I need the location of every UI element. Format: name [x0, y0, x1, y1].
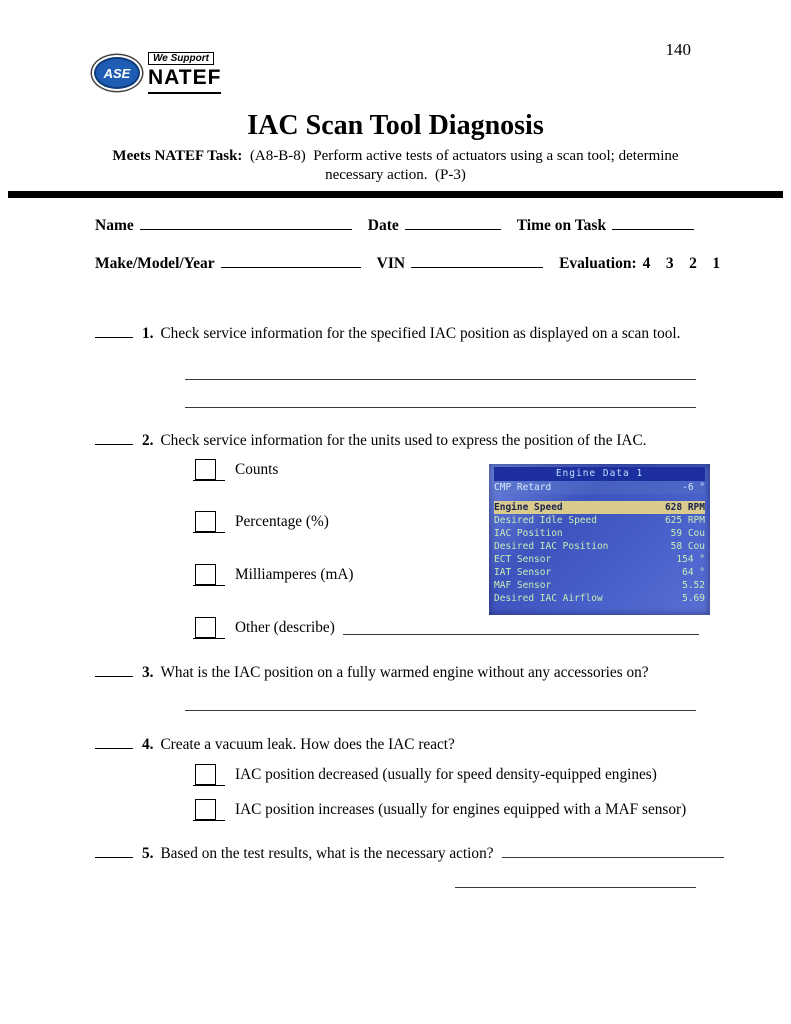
- date-label: Date: [367, 217, 399, 234]
- vin-label: VIN: [376, 255, 406, 272]
- checkbox-icon: [195, 564, 216, 585]
- scan-row-label: Engine Speed: [494, 502, 563, 513]
- scan-row: [494, 540, 705, 553]
- page-number: 140: [665, 40, 691, 59]
- scan-row-value: 5.69: [682, 593, 705, 604]
- vehicle-row: [95, 255, 720, 273]
- scan-row-label: Desired Idle Speed: [494, 515, 597, 526]
- natef-logo-text: [148, 52, 221, 94]
- evaluation-label: Evaluation:: [559, 255, 637, 272]
- checkbox-percentage: [193, 511, 225, 533]
- scan-row-label: Desired IAC Airflow: [494, 593, 603, 604]
- name-label: Name: [95, 217, 134, 234]
- time-on-task-blank: [612, 217, 694, 230]
- answer-line: [185, 406, 696, 408]
- time-on-task-label: Time on Task: [516, 217, 607, 234]
- option-iac-increases-label: IAC position increases (usually for engines equipped with a MAF sensor): [235, 801, 687, 818]
- answer-line: [185, 709, 696, 711]
- vin-blank: [411, 255, 543, 268]
- question-4: [95, 736, 455, 754]
- checkbox-iac-increases: [193, 799, 225, 821]
- scan-row-value: -6 °: [682, 482, 705, 493]
- ase-key-icon: [94, 57, 140, 89]
- option-milliamperes: [193, 564, 354, 586]
- checkbox-counts: [193, 459, 225, 481]
- answer-line: [185, 378, 696, 380]
- question-4-number: 4.: [142, 736, 154, 753]
- grade-blank-4: [95, 736, 133, 749]
- grade-blank-5: [95, 845, 133, 858]
- meets-task-line-2: necessary action. (P-3): [325, 167, 466, 183]
- checkbox-icon: [195, 617, 216, 638]
- evaluation-scale: 4 3 2 1: [642, 255, 721, 272]
- divider-bar: [8, 191, 783, 198]
- option-iac-increases: [193, 799, 686, 821]
- question-5-number: 5.: [142, 845, 154, 862]
- scan-row: [494, 566, 705, 579]
- question-2: [95, 432, 646, 450]
- question-3: [95, 664, 649, 682]
- grade-blank-1: [95, 325, 133, 338]
- question-1: [95, 325, 680, 343]
- option-percentage-label: Percentage (%): [235, 513, 329, 530]
- scan-tool-title: Engine Data 1: [494, 467, 705, 481]
- scan-row-value: 628 RPM: [664, 502, 705, 513]
- checkbox-iac-decreased: [193, 764, 225, 786]
- option-iac-decreased: [193, 764, 657, 786]
- scan-tool-photo: [489, 464, 710, 615]
- scan-row-label: ECT Sensor: [494, 554, 552, 565]
- question-5: [95, 845, 724, 863]
- name-date-row: [95, 217, 694, 235]
- option-other: [193, 617, 699, 639]
- natef-logo: [94, 44, 224, 102]
- option-other-label: Other (describe): [235, 619, 335, 636]
- date-blank: [405, 217, 501, 230]
- scan-row-value: 154 °: [676, 554, 705, 565]
- ase-text: ASE: [103, 65, 131, 81]
- option-counts: [193, 459, 278, 481]
- scan-gap: [489, 494, 710, 501]
- option-milliamperes-label: Milliamperes (mA): [235, 566, 354, 583]
- grade-blank-3: [95, 664, 133, 677]
- question-1-number: 1.: [142, 325, 154, 342]
- scan-row-highlighted: [494, 501, 705, 514]
- scan-row-label: IAT Sensor: [494, 567, 552, 578]
- question-2-number: 2.: [142, 432, 154, 449]
- checkbox-icon: [195, 764, 216, 785]
- scan-row-label: MAF Sensor: [494, 580, 552, 591]
- scan-row-label: IAC Position: [494, 528, 563, 539]
- checkbox-other: [193, 617, 225, 639]
- question-1-text: Check service information for the specified IAC position as displayed on a scan tool.: [160, 325, 681, 342]
- checkbox-milliamperes: [193, 564, 225, 586]
- checkbox-icon: [195, 459, 216, 480]
- scan-row-value: 58 Cou: [670, 541, 705, 552]
- scan-row: [494, 527, 705, 540]
- option-counts-label: Counts: [235, 461, 279, 478]
- scan-row: [494, 481, 705, 494]
- scan-row: [494, 592, 705, 605]
- make-model-year-blank: [221, 255, 361, 268]
- option-percentage: [193, 511, 329, 533]
- scan-row: [494, 514, 705, 527]
- scan-row-value: 59 Cou: [670, 528, 705, 539]
- scan-row-label: CMP Retard: [494, 482, 552, 493]
- meets-task-text: (A8-B-8) Perform active tests of actuators using a scan tool; determine: [242, 148, 679, 164]
- scan-row: [494, 553, 705, 566]
- scan-row: [494, 579, 705, 592]
- checkbox-icon: [195, 799, 216, 820]
- name-blank: [140, 217, 352, 230]
- document-title: IAC Scan Tool Diagnosis: [247, 110, 544, 141]
- natef-wordmark: NATEF: [148, 66, 222, 89]
- scan-row-value: 5.52: [682, 580, 705, 591]
- question-2-text: Check service information for the units used to express the position of the IAC.: [160, 432, 647, 449]
- question-5-text: Based on the test results, what is the necessary action?: [160, 845, 494, 862]
- meets-task-label: Meets NATEF Task:: [112, 148, 243, 164]
- grade-blank-2: [95, 432, 133, 445]
- meets-task-line: [0, 148, 791, 165]
- option-iac-decreased-label: IAC position decreased (usually for speed density-equipped engines): [235, 766, 657, 783]
- scan-row-label: Desired IAC Position: [494, 541, 609, 552]
- necessary-action-blank: [502, 845, 724, 858]
- question-3-number: 3.: [142, 664, 154, 681]
- make-model-year-label: Make/Model/Year: [95, 255, 215, 272]
- scan-row-value: 64 °: [682, 567, 705, 578]
- question-4-text: Create a vacuum leak. How does the IAC react?: [160, 736, 455, 753]
- scan-row-value: 625 RPM: [664, 515, 705, 526]
- answer-line: [455, 886, 696, 888]
- other-describe-blank: [343, 622, 699, 635]
- we-support-banner: We Support: [148, 52, 214, 65]
- question-3-text: What is the IAC position on a fully warmed engine without any accessories on?: [160, 664, 649, 681]
- checkbox-icon: [195, 511, 216, 532]
